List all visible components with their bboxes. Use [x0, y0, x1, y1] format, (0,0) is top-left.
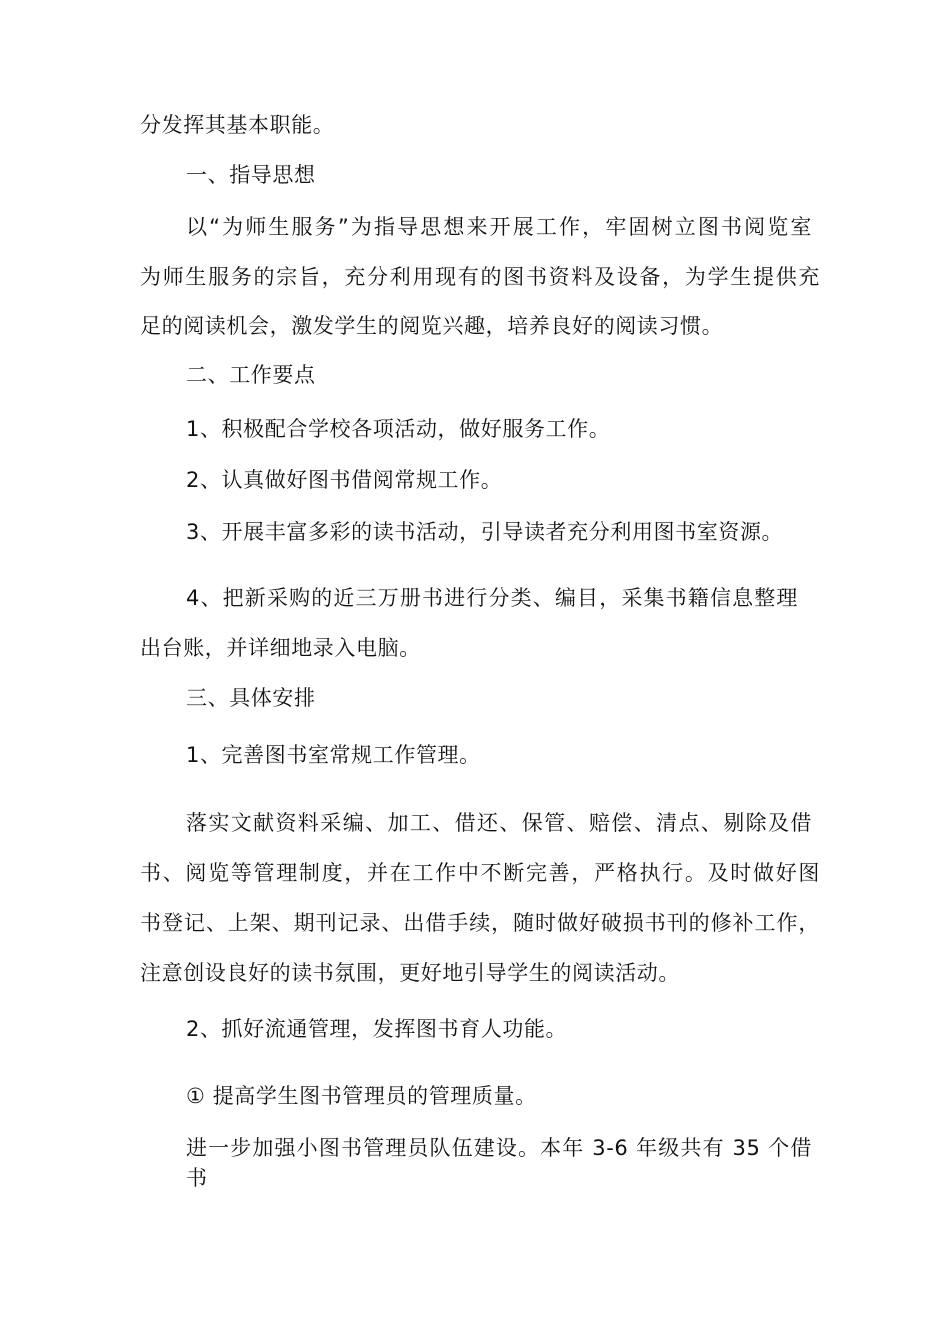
list-item: 4、把新采购的近三万册书进行分类、编目，采集书籍信息整理 — [186, 586, 798, 610]
section-heading-specific-arrangements: 三、具体安排 — [186, 686, 316, 710]
list-item: 2、认真做好图书借阅常规工作。 — [186, 468, 503, 492]
paragraph-line: 进一步加强小图书管理员队伍建设。本年 3-6 年级共有 35 个借书 — [186, 1136, 812, 1190]
paragraph-line: 为师生服务的宗旨，充分利用现有的图书资料及设备，为学生提供充 — [140, 265, 820, 289]
paragraph-line: 足的阅读机会，激发学生的阅览兴趣，培养良好的阅读习惯。 — [140, 314, 724, 338]
paragraph-line: 注意创设良好的读书氛围，更好地引导学生的阅读活动。 — [140, 961, 680, 985]
list-item: 3、开展丰富多彩的读书活动，引导读者充分利用图书室资源。 — [186, 520, 784, 544]
section-heading-work-points: 二、工作要点 — [186, 363, 316, 387]
paragraph-line: 书、阅览等管理制度，并在工作中不断完善，严格执行。及时做好图 — [140, 861, 820, 885]
paragraph-line: 书登记、上架、期刊记录、出借手续，随时做好破损书刊的修补工作， — [140, 911, 820, 935]
paragraph-line: 以“为师生服务”为指导思想来开展工作，牢固树立图书阅览室 — [186, 215, 812, 239]
paragraph-line: 落实文献资料采编、加工、借还、保管、赔偿、清点、剔除及借 — [186, 811, 812, 835]
list-item-continuation: 出台账，并详细地录入电脑。 — [140, 636, 421, 660]
section-heading-guiding-ideology: 一、指导思想 — [186, 163, 316, 187]
subsection-heading: 1、完善图书室常规工作管理。 — [186, 743, 481, 767]
subsection-heading: 2、抓好流通管理，发挥图书育人功能。 — [186, 1017, 568, 1041]
paragraph-continuation: 分发挥其基本职能。 — [140, 113, 335, 137]
numbered-point: ① 提高学生图书管理员的管理质量。 — [186, 1084, 537, 1108]
list-item: 1、积极配合学校各项活动，做好服务工作。 — [186, 417, 611, 441]
